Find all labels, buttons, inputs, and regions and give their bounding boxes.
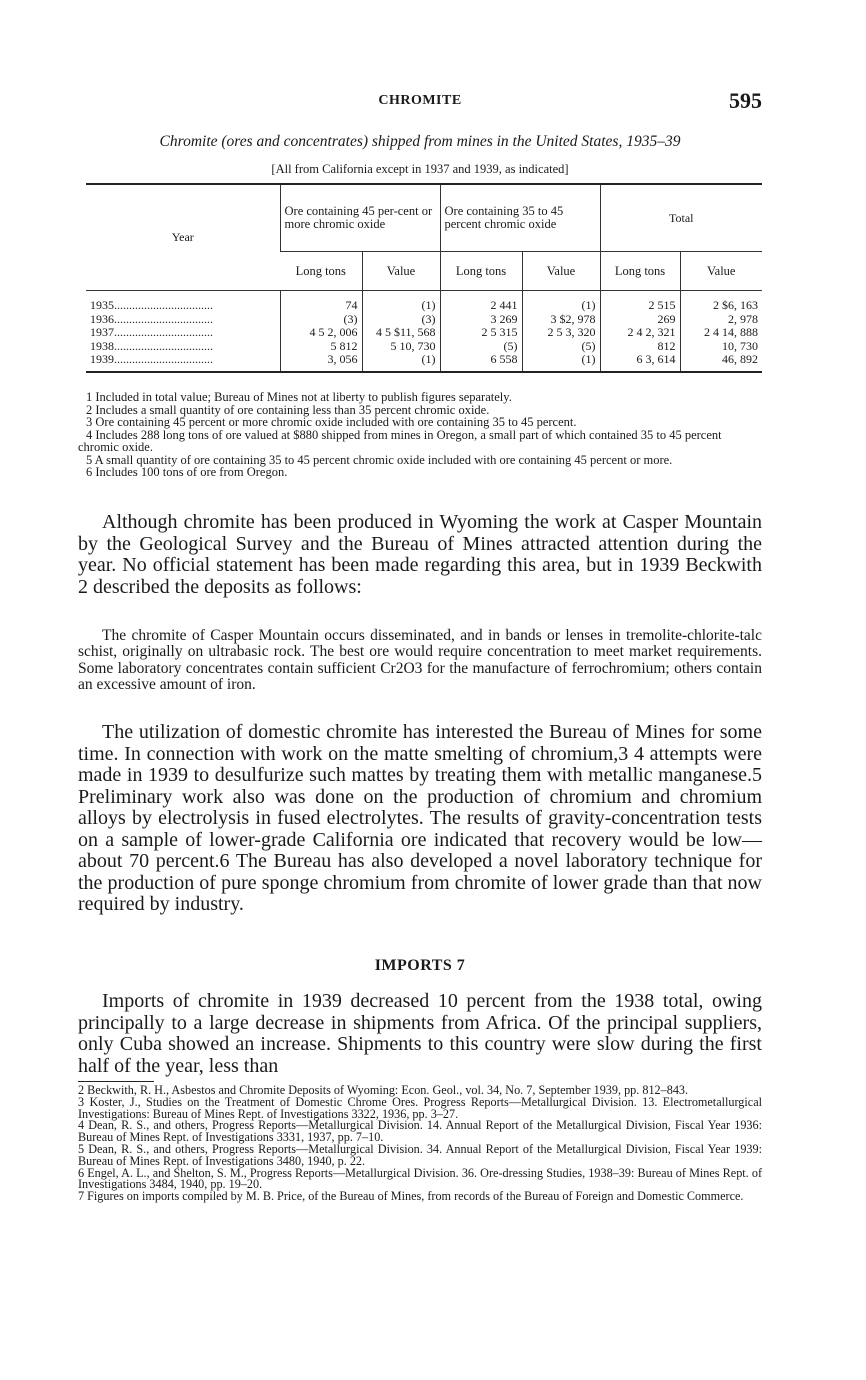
table-cell: (1) xyxy=(581,298,596,312)
year-header: Year xyxy=(86,184,280,291)
table-note: 2 Includes a small quantity of ore containing less than 35 percent chromic oxide. xyxy=(86,402,490,417)
long-tons-total-column xyxy=(600,291,680,372)
group-header-total: Total xyxy=(600,184,762,252)
table-cell: 3, 056 xyxy=(327,352,358,366)
subheader-long-tons: Long tons xyxy=(280,252,362,291)
table-note: 6 Includes 100 tons of ore from Oregon. xyxy=(86,465,288,479)
table-cell: 3 269 xyxy=(490,311,518,326)
table-cell: 4 5 2, 006 xyxy=(309,325,358,339)
value-35-45-column xyxy=(522,291,600,372)
table-cell: 74 xyxy=(345,298,358,312)
table-cell: 3 $2, 978 xyxy=(550,311,596,326)
group-header-35-45-percent: Ore containing 35 to 45 percent chromic oxide xyxy=(440,184,600,252)
section-heading-imports: IMPORTS 7 xyxy=(374,957,466,974)
table-row: 1938................................. xyxy=(90,338,213,353)
table-note: 1 Included in total value; Bureau of Mines not at liberty to publish figures separately. xyxy=(86,390,512,404)
subheader-value: Value xyxy=(522,252,600,291)
running-head xyxy=(78,90,762,116)
body-paragraph: Although chromite has been produced in Wyoming the work at Casper Mountain by the Geological Survey and the Bureau of Mines attracted attention during the year. No official statement has been made regarding this area, but in 1939 Beckwith 2 described the deposits as follows: xyxy=(78,511,762,598)
table-cell: 2, 978 xyxy=(728,311,758,326)
table-subcaption: [All from California except in 1937 and 1939, as indicated] xyxy=(271,162,569,176)
table-cell: 2 441 xyxy=(490,298,518,312)
table-note: 4 Includes 288 long tons of ore valued at $880 shipped from mines in Oregon, a small part of which contained 35 to 45 percent chromic oxide. xyxy=(78,427,722,454)
year-cell: 1937 xyxy=(90,325,114,339)
table-cell: 2 4 14, 888 xyxy=(704,325,758,339)
page-number: 595 xyxy=(729,88,762,113)
footnotes xyxy=(78,1085,762,1203)
table-cell: (5) xyxy=(581,338,596,353)
value-total-column xyxy=(680,291,762,372)
table-row: 1937................................. xyxy=(90,325,213,339)
table-cell: (1) xyxy=(581,352,596,366)
table-cell: (5) xyxy=(503,338,518,353)
table-cell: 5 812 xyxy=(330,338,358,353)
table-row: 1935................................. xyxy=(90,298,213,312)
body-paragraph: The utilization of domestic chromite has interested the Bureau of Mines for some time. In connection with work on the matte smelting of chromium,3 4 attempts were made in 1939 to desulfurize such mattes by treating them with metallic manganese.5 Preliminary work also was done on the production of chromium and chromium alloys by electrolysis in fused electrolytes. The results of gravity-concentration tests on a sample of lower-grade California ore indicated that recovery would be low—about 70 percent.6 The Bureau has also developed a novel laboratory technique for the production of pure sponge chromium from chromite of lower grade than that now required by industry. xyxy=(78,721,762,915)
running-title: CHROMITE xyxy=(378,93,462,108)
shipments-table xyxy=(86,183,762,373)
subheader-long-tons: Long tons xyxy=(600,252,680,291)
subheader-long-tons: Long tons xyxy=(440,252,522,291)
table-cell: 269 xyxy=(657,311,676,326)
table-note: 5 A small quantity of ore containing 35 to 45 percent chromic oxide included with ore containing 45 percent or more. xyxy=(86,452,673,467)
table-notes xyxy=(78,391,762,479)
table-cell: 6 558 xyxy=(490,352,518,366)
year-cell: 1939 xyxy=(90,352,114,366)
table-cell: 812 xyxy=(657,338,676,353)
table-body xyxy=(86,291,762,372)
year-cell: 1935 xyxy=(90,298,114,312)
table-row: 1939................................. xyxy=(90,352,213,366)
long-tons-35-45-column xyxy=(440,291,522,372)
value-45-column xyxy=(362,291,440,372)
table-cell: (1) xyxy=(421,298,436,312)
footnote-rule xyxy=(78,1081,154,1082)
table-cell: 4 5 $11, 568 xyxy=(375,325,436,339)
footnote: 5 Dean, R. S., and others, Progress Reports—Metallurgical Division. 34. Annual Report of the Metallurgical Division, Fiscal Year 1939: Bureau of Mines Rept. of Investigations 3480, 1940, p. 22. xyxy=(78,1141,762,1168)
table-cell: 2 $6, 163 xyxy=(713,298,758,312)
table-caption: Chromite (ores and concentrates) shipped from mines in the United States, 1935–39 xyxy=(159,133,681,150)
footnote: 2 Beckwith, R. H., Asbestos and Chromite Deposits of Wyoming: Econ. Geol., vol. 34, No. 7, September 1939, pp. 812–843. xyxy=(78,1083,689,1097)
table-cell: (3) xyxy=(343,311,358,326)
year-cell: 1938 xyxy=(90,338,114,353)
block-quote: The chromite of Casper Mountain occurs disseminated, and in bands or lenses in tremolite-chlorite-talc schist, originally on ultrabasic rock. The best ore would require concentration to meet market requirements. Some laboratory concentrates contain sufficient Cr2O3 for the manufacture of ferrochromium; others contain an excessive amount of iron. xyxy=(78,627,762,694)
table-cell: 46, 892 xyxy=(722,352,758,366)
table-cell: 2 5 3, 320 xyxy=(547,325,596,339)
table-cell: 2 4 2, 321 xyxy=(627,325,676,339)
footnote: 7 Figures on imports compiled by M. B. Price, of the Bureau of Mines, from records of the Bureau of Foreign and Domestic Commerce. xyxy=(78,1189,744,1204)
table-row: 1936................................. xyxy=(90,311,213,326)
subheader-value: Value xyxy=(680,252,762,291)
table-cell: 10, 730 xyxy=(722,338,758,353)
body-paragraph: Imports of chromite in 1939 decreased 10 percent from the 1938 total, owing principally to a large decrease in shipments from Africa. Of the principal suppliers, only Cuba showed an increase. Shipments to this country were slow during the first half of the year, less than xyxy=(78,990,762,1077)
table-cell: 5 10, 730 xyxy=(390,338,436,353)
footnote: 3 Koster, J., Studies on the Treatment of Domestic Chrome Ores. Progress Reports—Metallurgical Division. 13. Electrometallurgical Investigations: Bureau of Mines Rept. of Investigations 3322, 1936, pp. 3–27. xyxy=(78,1094,762,1121)
table-note: 3 Ore containing 45 percent or more chromic oxide included with ore containing 35 to 45 percent. xyxy=(86,415,577,429)
table-cell: (3) xyxy=(421,311,436,326)
table-cell: 2 515 xyxy=(648,298,676,312)
footnote: 4 Dean, R. S., and others, Progress Reports—Metallurgical Division. 14. Annual Report of the Metallurgical Division, Fiscal Year 1936: Bureau of Mines Rept. of Investigations 3331, 1937, pp. 7–10. xyxy=(78,1118,762,1145)
footnote: 6 Engel, A. L., and Shelton, S. M., Progress Reports—Metallurgical Division. 36. Ore-dressing Studies, 1938–39: Bureau of Mines Rept. of Investigations 3484, 1940, pp. 19–20. xyxy=(78,1165,762,1192)
year-column xyxy=(86,291,280,372)
subheader-value: Value xyxy=(362,252,440,291)
year-cell: 1936 xyxy=(90,311,114,326)
table-cell: 6 3, 614 xyxy=(636,352,676,366)
table-cell: (1) xyxy=(421,352,436,366)
long-tons-45-column xyxy=(280,291,362,372)
group-header-45-percent: Ore containing 45 per-cent or more chromic oxide xyxy=(280,184,440,252)
table-cell: 2 5 315 xyxy=(481,325,518,339)
